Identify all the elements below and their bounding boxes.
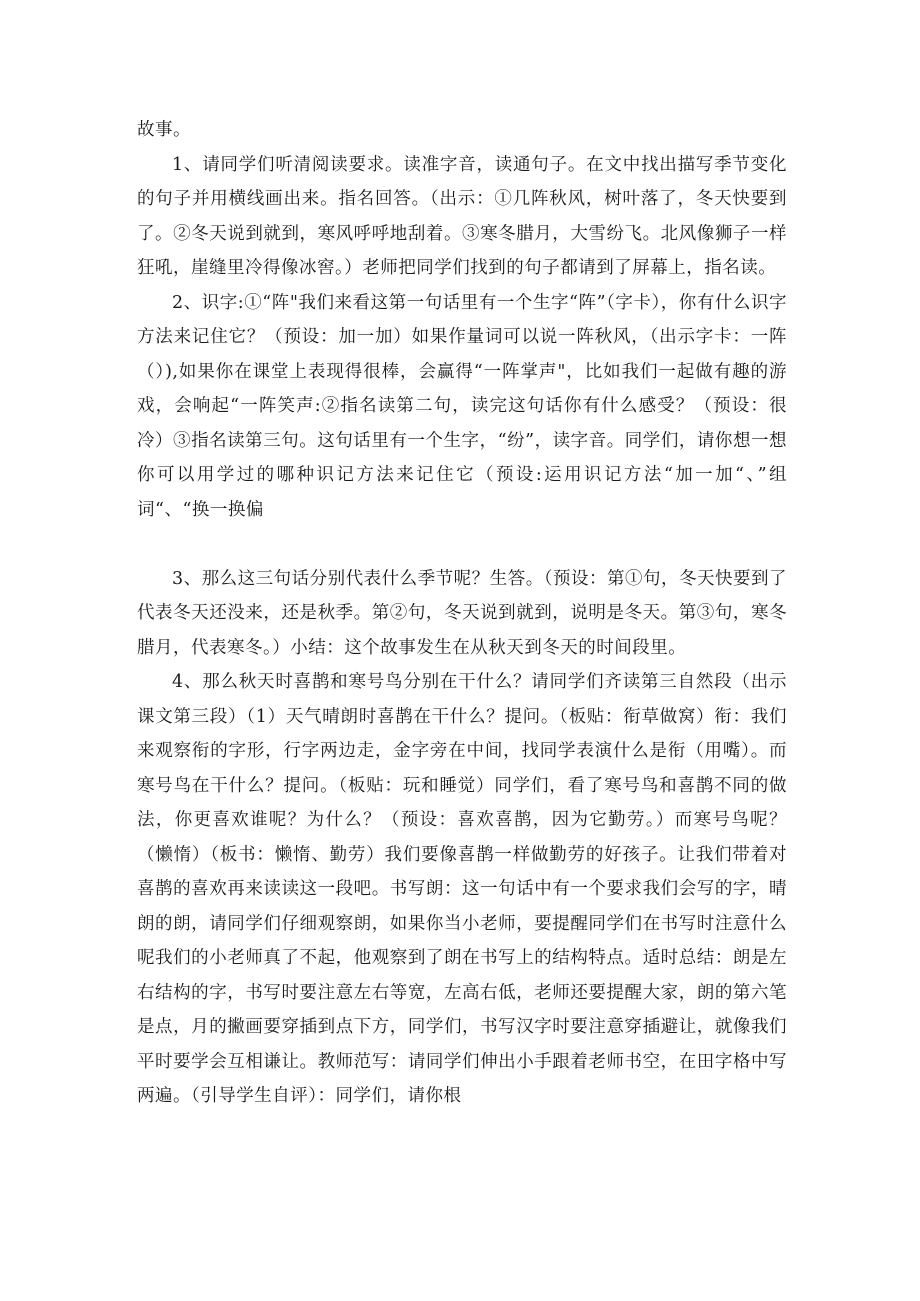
document-body [137,113,787,1114]
paragraph-step-3: 3、那么这三句话分别代表什么季节呢？生答。（预设：第①句，冬天快要到了代表冬天还没来，还是秋季。第②句，冬天说到就到，说明是冬天。第③句，寒冬腊月，代表寒冬。）小结：这个故事发生在从秋天到冬天的时间段里。 [137,568,787,658]
paragraph-continuation: 故事。 [137,120,191,140]
paragraph-step-2: 2、识字:①“阵"我们来看这第一句话里有一个生字“阵”（字卡），你有什么识字方法来记住它？（预设：加一加）如果作量词可以说一阵秋风，（出示字卡：一阵（）),如果你在课堂上表现得很棒，会赢得“一阵掌声"，比如我们一起做有趣的游戏，会响起“一阵笑声:②指名读第二句，读完这句话你有什么感受？（预设：很冷）③指名读第三句。这句话里有一个生字，“纷”，读字音。同学们，请你想一想你可以用学过的哪种识记方法来记住它（预设:运用识记方法“加一加“、”组词“、“换一换偏 [137,292,787,520]
paragraph-step-4: 4、那么秋天时喜鹊和寒号鸟分别在干什么？请同学们齐读第三自然段（出示课文第三段）（1）天气晴朗时喜鹊在干什么？提问。（板贴：衔草做窝）衔：我们来观察衔的字形，行字两边走，金字旁在中间，找同学表演什么是衔（用嘴）。而寒号鸟在干什么？提问。（板贴：玩和睡觉）同学们，看了寒号鸟和喜鹊不同的做法，你更喜欢谁呢？为什么？（预设：喜欢喜鹊，因为它勤劳。）而寒号鸟呢？（懒惰）（板书：懒惰、勤劳）我们要像喜鹊一样做勤劳的好孩子。让我们带着对喜鹊的喜欢再来读读这一段吧。书写朗：这一句话中有一个要求我们会写的字，晴朗的朗，请同学们仔细观察朗，如果你当小老师，要提醒同学们在书写时注意什么呢我们的小老师真了不起，他观察到了朗在书写上的结构特点。适时总结：朗是左右结构的字，书写时要注意左右等宽，左高右低，老师还要提醒大家，朗的第六笔是点，月的撇画要穿插到点下方，同学们，书写汉字时要注意穿插避让，就像我们平时要学会互相谦让。教师范写：请同学们伸出小手跟着老师书空，在田字格中写两遍。（引导学生自评）：同学们，请你根 [137,672,787,1106]
paragraph-step-1: 1、请同学们听清阅读要求。读准字音，读通句子。在文中找出描写季节变化的句子并用横线画出来。指名回答。（出示：①几阵秋风，树叶落了，冬天快要到了。②冬天说到就到，寒风呼呼地刮着。③寒冬腊月，大雪纷飞。北风像狮子一样狂吼，崖缝里冷得像冰窖。）老师把同学们找到的句子都请到了屏幕上，指名读。 [137,154,787,278]
